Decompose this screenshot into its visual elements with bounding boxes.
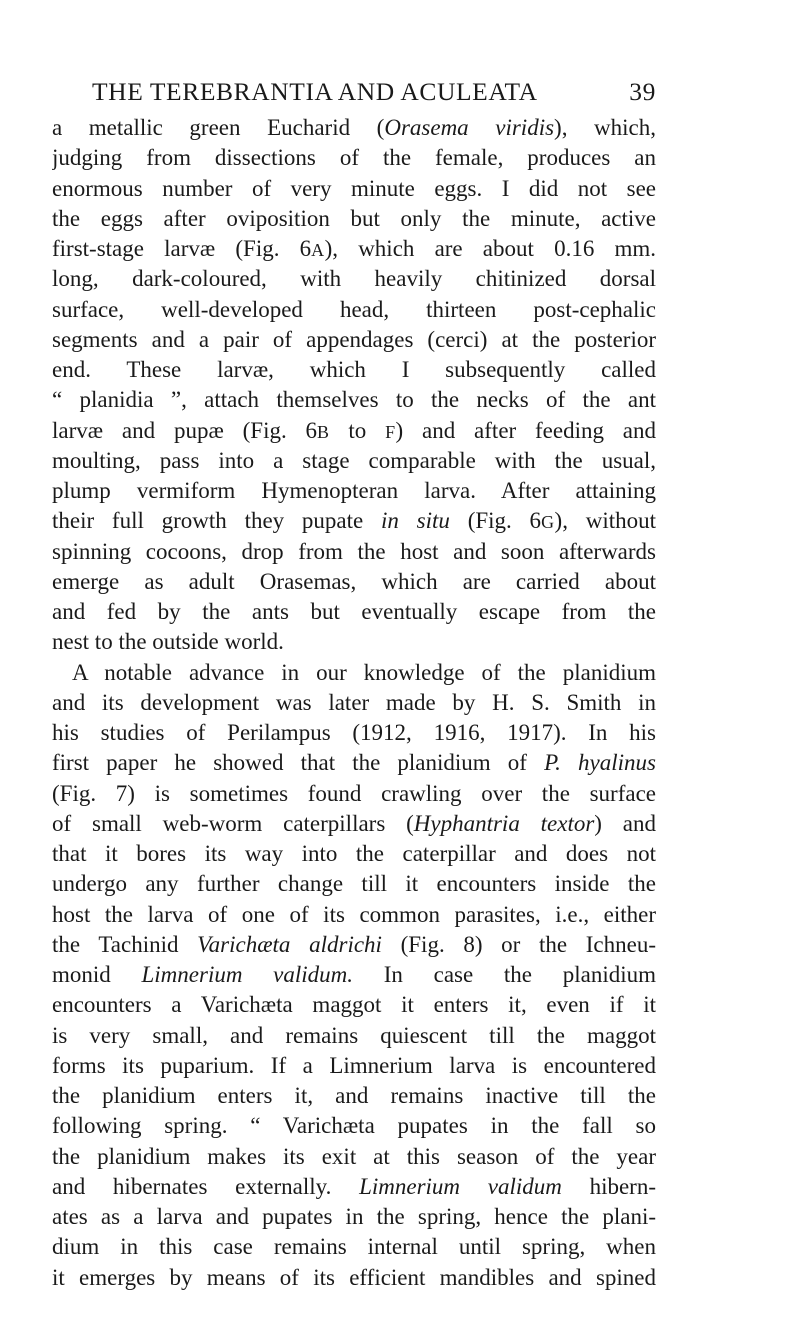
text-line: [52, 1051, 656, 1081]
text-span: surface, well-developed head, thirteen post-cephalic: [52, 296, 656, 322]
text-span: judging from dissections of the female, produces an: [52, 145, 656, 171]
text-span: emerge as adult Orasemas, which are carried about: [52, 568, 656, 594]
text-span: In case the planidium: [353, 962, 656, 987]
text-span: ) and after feeding and: [395, 417, 656, 443]
text-span: a metallic green Eucharid (: [52, 115, 385, 140]
text-line: [52, 1172, 656, 1202]
text-span: A notable advance in our knowledge of the planidium: [72, 659, 656, 685]
text-span: the eggs after oviposition but only the minute, active: [52, 205, 656, 231]
text-span: and its development was later made by H. S. Smith in: [52, 689, 656, 715]
text-line: [52, 325, 656, 355]
text-line: [52, 355, 656, 385]
italic-text: P. hyalinus: [544, 750, 656, 776]
text-span: first paper he showed that the planidium of: [52, 750, 545, 776]
text-line: [52, 779, 656, 809]
page-number: 39: [629, 77, 656, 106]
text-line: [52, 476, 656, 506]
text-span: (Fig. 8) or the Ichneu-: [381, 931, 656, 957]
italic-text: Limnerium validum.: [141, 962, 354, 987]
small-caps-text: B: [317, 421, 330, 442]
text-span: spinning cocoons, drop from the host and soon afterwards: [52, 538, 656, 564]
text-span: following spring. “ Varichæta pupates in the fall so: [52, 1113, 656, 1139]
text-line: [52, 1111, 656, 1141]
text-line: [52, 446, 656, 476]
text-line: [52, 113, 656, 143]
text-span: larvæ and pupæ (Fig. 6: [52, 417, 318, 443]
text-span: (Fig. 7) is sometimes found crawling over the surface: [52, 780, 656, 806]
text-span: is very small, and remains quiescent till the maggot: [52, 1022, 656, 1048]
text-span: the planidium enters it, and remains inactive till the: [52, 1083, 656, 1108]
text-span: to: [329, 417, 386, 443]
text-span: their full growth they pupate: [52, 508, 382, 534]
text-span: “ planidia ”, attach themselves to the necks of the ant: [52, 387, 656, 413]
small-caps-text: F: [385, 421, 396, 442]
running-header: [92, 77, 656, 113]
text-line: [52, 1232, 656, 1262]
text-line: [52, 264, 656, 294]
text-line: [52, 416, 656, 446]
text-span: (Fig. 6: [449, 508, 542, 534]
text-span: ates as a larva and pupates in the spring, hence the plani-: [52, 1204, 656, 1229]
text-span: plump vermiform Hymenopteran larva. After attaining: [52, 478, 656, 503]
text-line: [52, 960, 656, 990]
text-span: moulting, pass into a stage comparable with the usual,: [52, 447, 656, 473]
text-span: forms its puparium. If a Limnerium larva is encountered: [52, 1052, 656, 1078]
text-line: [52, 990, 656, 1020]
italic-text: in situ: [381, 508, 450, 534]
text-span: monid: [52, 962, 142, 987]
text-span: encounters a Varichæta maggot it enters it, even if it: [52, 992, 656, 1018]
small-caps-text: A: [311, 240, 325, 260]
text-line: [52, 869, 656, 899]
text-line: [52, 385, 656, 415]
text-line: [52, 688, 656, 718]
text-line: [52, 1263, 656, 1293]
text-line: [52, 143, 656, 173]
italic-text: Orasema viridis: [384, 115, 555, 140]
text-span: it emerges by means of its efficient mandibles and spined: [52, 1264, 656, 1290]
text-line: [52, 900, 656, 930]
text-span: ), without: [554, 508, 656, 534]
text-span: host the larva of one of its common parasites, i.e., either: [52, 901, 656, 927]
text-span: the planidium makes its exit at this season of the year: [52, 1143, 656, 1169]
text-span: and hibernates externally.: [52, 1173, 360, 1199]
text-span: that it bores its way into the caterpillar and does not: [52, 841, 656, 866]
text-span: long, dark-coloured, with heavily chitinized dorsal: [52, 266, 656, 292]
text-line: [52, 839, 656, 869]
text-span: enormous number of very minute eggs. I did not see: [52, 175, 656, 201]
text-span: his studies of Perilampus (1912, 1916, 1917). In his: [52, 720, 656, 745]
text-line: [52, 748, 656, 778]
running-title: THE TEREBRANTIA AND ACULEATA: [92, 77, 538, 106]
text-span: nest to the outside world.: [52, 629, 284, 655]
text-span: hibern-: [561, 1173, 656, 1199]
text-line: [52, 1202, 656, 1232]
text-line: [52, 204, 656, 234]
small-caps-text: G: [541, 512, 555, 533]
text-line: [52, 658, 656, 688]
italic-text: Hyphantria textor: [413, 810, 595, 836]
text-span: of small web-worm caterpillars (: [52, 810, 414, 836]
text-span: undergo any further change till it encounters inside the: [52, 871, 656, 897]
text-line: [52, 537, 656, 567]
text-line: [52, 1142, 656, 1172]
text-line: [52, 718, 656, 748]
body-text: [52, 113, 656, 1293]
text-line: [52, 627, 656, 657]
text-span: the Tachinid: [52, 931, 198, 957]
text-span: ) and: [594, 810, 656, 836]
text-span: ), which,: [554, 115, 656, 140]
text-span: dium in this case remains internal until spring, when: [52, 1234, 656, 1260]
text-line: [52, 930, 656, 960]
italic-text: Limnerium validum: [359, 1173, 562, 1199]
text-span: ), which are about 0.16 mm.: [324, 236, 656, 261]
text-line: [52, 295, 656, 325]
text-span: end. These larvæ, which I subsequently called: [52, 357, 656, 382]
text-span: and fed by the ants but eventually escape from the: [52, 599, 656, 624]
text-line: [52, 506, 656, 536]
text-span: segments and a pair of appendages (cerci) at the posterior: [52, 326, 656, 352]
text-line: [52, 809, 656, 839]
text-line: [52, 1021, 656, 1051]
text-line: [52, 1081, 656, 1111]
text-line: [52, 174, 656, 204]
italic-text: Varichæta aldrichi: [197, 931, 382, 957]
text-line: [52, 597, 656, 627]
text-line: [52, 567, 656, 597]
text-span: first-stage larvæ (Fig. 6: [52, 236, 312, 261]
text-line: [52, 234, 656, 264]
